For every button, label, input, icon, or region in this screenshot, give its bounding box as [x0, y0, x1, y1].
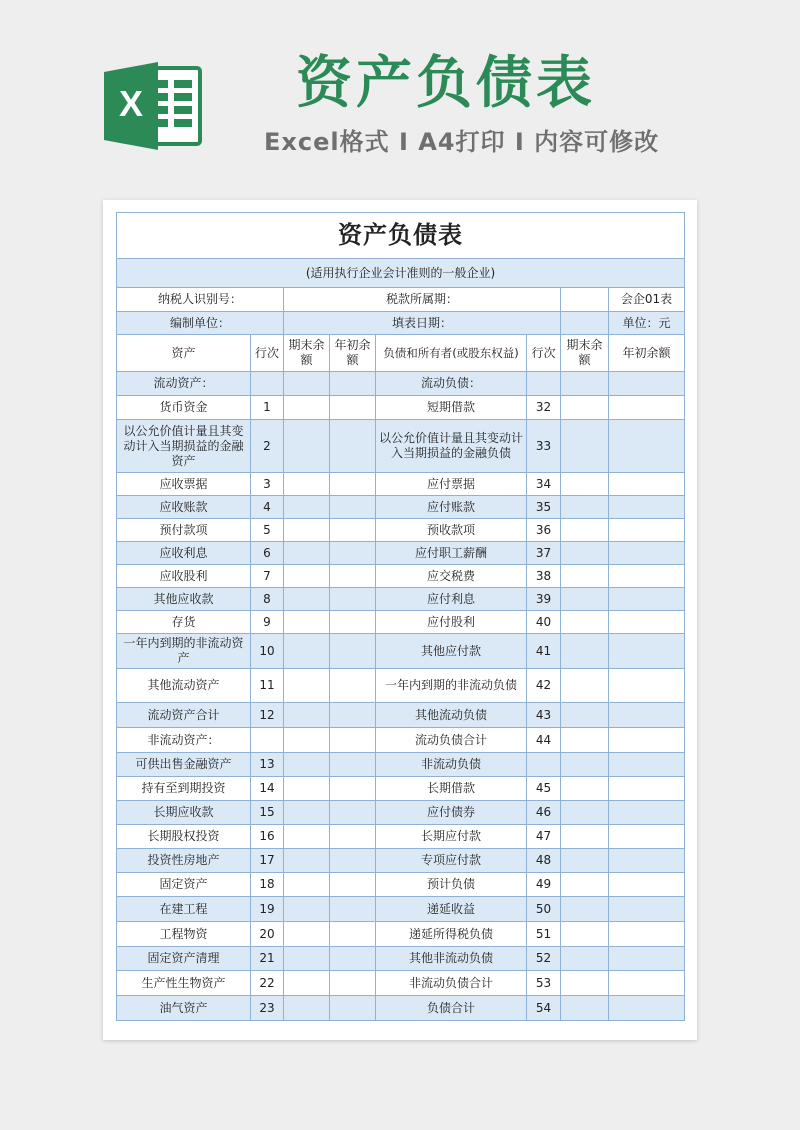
asset-name: 可供出售金融资产: [117, 753, 251, 777]
liability-begin-balance[interactable]: [609, 971, 685, 996]
liability-name: 长期应付款: [376, 825, 527, 849]
liability-end-balance[interactable]: [561, 947, 609, 971]
asset-name: 流动资产合计: [117, 703, 251, 728]
header-row-no: 行次: [251, 335, 284, 372]
liability-begin-balance[interactable]: [609, 565, 685, 588]
table-row: [117, 565, 685, 588]
asset-end-balance[interactable]: [284, 703, 330, 728]
asset-name: 油气资产: [117, 996, 251, 1021]
asset-end-balance[interactable]: [284, 922, 330, 947]
liability-row-no: [527, 372, 561, 396]
liability-name: 预收款项: [376, 519, 527, 542]
asset-begin-balance[interactable]: [330, 777, 376, 801]
compiler-label: 编制单位：: [117, 312, 284, 335]
tax-period-label: 税款所属期：: [284, 288, 561, 312]
asset-end-balance[interactable]: [284, 396, 330, 420]
excel-logo-icon: [100, 60, 204, 152]
liability-row-no: 46: [527, 801, 561, 825]
table-row: [117, 420, 685, 473]
asset-end-balance[interactable]: [284, 753, 330, 777]
liability-name: 负债合计: [376, 996, 527, 1021]
table-row: [117, 897, 685, 922]
asset-row-no: 19: [251, 897, 284, 922]
asset-end-balance[interactable]: [284, 634, 330, 669]
asset-name: 长期应收款: [117, 801, 251, 825]
asset-row-no: [251, 372, 284, 396]
asset-begin-balance[interactable]: [330, 753, 376, 777]
liability-end-balance[interactable]: [561, 565, 609, 588]
asset-name: 其他应收款: [117, 588, 251, 611]
table-row: [117, 777, 685, 801]
banner-title: 资产负债表: [296, 51, 596, 116]
liability-end-balance[interactable]: [561, 971, 609, 996]
asset-row-no: 9: [251, 611, 284, 634]
table-row: [117, 611, 685, 634]
asset-end-balance[interactable]: [284, 669, 330, 703]
liability-end-balance[interactable]: [561, 473, 609, 496]
table-row: [117, 634, 685, 669]
liability-end-balance[interactable]: [561, 669, 609, 703]
table-row: [117, 669, 685, 703]
asset-begin-balance[interactable]: [330, 947, 376, 971]
liability-name: 预计负债: [376, 873, 527, 897]
liability-name: 非流动负债合计: [376, 971, 527, 996]
liability-end-balance[interactable]: [561, 897, 609, 922]
liability-name: 递延收益: [376, 897, 527, 922]
asset-row-no: 23: [251, 996, 284, 1021]
liability-end-balance[interactable]: [561, 753, 609, 777]
sheet-title: 资产负债表: [117, 213, 685, 259]
liability-end-balance[interactable]: [561, 922, 609, 947]
asset-name: 一年内到期的非流动资产: [117, 634, 251, 669]
liability-row-no: 53: [527, 971, 561, 996]
liability-begin-balance[interactable]: [609, 753, 685, 777]
asset-begin-balance[interactable]: [330, 728, 376, 753]
asset-row-no: 10: [251, 634, 284, 669]
table-row: [117, 996, 685, 1021]
table-row: [117, 588, 685, 611]
asset-name: 存货: [117, 611, 251, 634]
liability-name: 流动负债：: [376, 372, 527, 396]
asset-begin-balance[interactable]: [330, 372, 376, 396]
asset-begin-balance[interactable]: [330, 825, 376, 849]
liability-begin-balance[interactable]: [609, 873, 685, 897]
asset-row-no: 8: [251, 588, 284, 611]
asset-name: 应收票据: [117, 473, 251, 496]
sheet-note: (适用执行企业会计准则的一般企业): [117, 259, 685, 288]
asset-row-no: 22: [251, 971, 284, 996]
asset-end-balance[interactable]: [284, 728, 330, 753]
asset-begin-balance[interactable]: [330, 922, 376, 947]
liability-end-balance[interactable]: [561, 873, 609, 897]
liability-begin-balance[interactable]: [609, 372, 685, 396]
liability-begin-balance[interactable]: [609, 777, 685, 801]
liability-end-balance[interactable]: [561, 611, 609, 634]
header-end-balance-2: 期末余额: [561, 335, 609, 372]
asset-name: 预付款项: [117, 519, 251, 542]
asset-row-no: 1: [251, 396, 284, 420]
asset-end-balance[interactable]: [284, 947, 330, 971]
liability-begin-balance[interactable]: [609, 849, 685, 873]
asset-begin-balance[interactable]: [330, 996, 376, 1021]
liability-row-no: 39: [527, 588, 561, 611]
asset-name: 固定资产清理: [117, 947, 251, 971]
liability-row-no: 48: [527, 849, 561, 873]
liability-begin-balance[interactable]: [609, 825, 685, 849]
liability-row-no: 33: [527, 420, 561, 473]
liability-begin-balance[interactable]: [609, 897, 685, 922]
asset-end-balance[interactable]: [284, 849, 330, 873]
liability-begin-balance[interactable]: [609, 703, 685, 728]
asset-row-no: 2: [251, 420, 284, 473]
asset-end-balance[interactable]: [284, 565, 330, 588]
asset-begin-balance[interactable]: [330, 396, 376, 420]
asset-name: 在建工程: [117, 897, 251, 922]
asset-name: 工程物资: [117, 922, 251, 947]
table-row: [117, 825, 685, 849]
liability-name: 递延所得税负债: [376, 922, 527, 947]
asset-row-no: 21: [251, 947, 284, 971]
asset-end-balance[interactable]: [284, 519, 330, 542]
asset-name: 固定资产: [117, 873, 251, 897]
asset-end-balance[interactable]: [284, 496, 330, 519]
asset-name: 货币资金: [117, 396, 251, 420]
liability-row-no: 42: [527, 669, 561, 703]
asset-begin-balance[interactable]: [330, 849, 376, 873]
asset-begin-balance[interactable]: [330, 873, 376, 897]
table-row: [117, 849, 685, 873]
asset-begin-balance[interactable]: [330, 611, 376, 634]
table-row: [117, 519, 685, 542]
asset-row-no: [251, 728, 284, 753]
liability-end-balance[interactable]: [561, 519, 609, 542]
asset-end-balance[interactable]: [284, 897, 330, 922]
liability-name: 应付利息: [376, 588, 527, 611]
asset-row-no: 18: [251, 873, 284, 897]
liability-end-balance[interactable]: [561, 634, 609, 669]
liability-begin-balance[interactable]: [609, 542, 685, 565]
liability-name: 应付债券: [376, 801, 527, 825]
header-begin-balance-2: 年初余额: [609, 335, 685, 372]
table-row: [117, 473, 685, 496]
liability-begin-balance[interactable]: [609, 947, 685, 971]
asset-end-balance[interactable]: [284, 971, 330, 996]
table-row: [117, 971, 685, 996]
banner-subtitle: Excel格式 I A4打印 I 内容可修改: [264, 128, 660, 156]
asset-row-no: 20: [251, 922, 284, 947]
liability-name: 应付职工薪酬: [376, 542, 527, 565]
liability-name: 长期借款: [376, 777, 527, 801]
liability-name: 应交税费: [376, 565, 527, 588]
asset-begin-balance[interactable]: [330, 519, 376, 542]
liability-begin-balance[interactable]: [609, 588, 685, 611]
asset-row-no: 5: [251, 519, 284, 542]
asset-end-balance[interactable]: [284, 611, 330, 634]
table-row: [117, 542, 685, 565]
header-begin-balance: 年初余额: [330, 335, 376, 372]
liability-name: 以公允价值计量且其变动计入当期损益的金融负债: [376, 420, 527, 473]
header-liability: 负债和所有者(或股东权益): [376, 335, 527, 372]
asset-begin-balance[interactable]: [330, 542, 376, 565]
balance-sheet-table: [116, 212, 685, 1021]
liability-name: 其他应付款: [376, 634, 527, 669]
asset-row-no: 15: [251, 801, 284, 825]
liability-end-balance[interactable]: [561, 849, 609, 873]
liability-begin-balance[interactable]: [609, 420, 685, 473]
asset-begin-balance[interactable]: [330, 634, 376, 669]
asset-end-balance[interactable]: [284, 473, 330, 496]
blank-cell[interactable]: [561, 312, 609, 335]
liability-begin-balance[interactable]: [609, 669, 685, 703]
asset-row-no: 12: [251, 703, 284, 728]
asset-row-no: 16: [251, 825, 284, 849]
liability-row-no: 52: [527, 947, 561, 971]
unit-label: 单位：元: [609, 312, 685, 335]
liability-row-no: 32: [527, 396, 561, 420]
liability-row-no: 45: [527, 777, 561, 801]
liability-row-no: 40: [527, 611, 561, 634]
asset-name: 应收股利: [117, 565, 251, 588]
asset-row-no: 14: [251, 777, 284, 801]
header-end-balance: 期末余额: [284, 335, 330, 372]
liability-name: 专项应付款: [376, 849, 527, 873]
asset-row-no: 17: [251, 849, 284, 873]
asset-end-balance[interactable]: [284, 873, 330, 897]
asset-row-no: 11: [251, 669, 284, 703]
asset-end-balance[interactable]: [284, 588, 330, 611]
asset-name: 非流动资产：: [117, 728, 251, 753]
asset-end-balance[interactable]: [284, 372, 330, 396]
asset-name: 持有至到期投资: [117, 777, 251, 801]
asset-name: 流动资产：: [117, 372, 251, 396]
liability-end-balance[interactable]: [561, 420, 609, 473]
liability-name: 一年内到期的非流动负债: [376, 669, 527, 703]
liability-begin-balance[interactable]: [609, 519, 685, 542]
asset-row-no: 4: [251, 496, 284, 519]
asset-begin-balance[interactable]: [330, 588, 376, 611]
asset-row-no: 13: [251, 753, 284, 777]
liability-begin-balance[interactable]: [609, 728, 685, 753]
liability-name: 应付股利: [376, 611, 527, 634]
liability-row-no: 47: [527, 825, 561, 849]
asset-begin-balance[interactable]: [330, 496, 376, 519]
liability-row-no: 37: [527, 542, 561, 565]
liability-end-balance[interactable]: [561, 496, 609, 519]
asset-name: 其他流动资产: [117, 669, 251, 703]
asset-name: 投资性房地产: [117, 849, 251, 873]
table-row: [117, 396, 685, 420]
table-row: [117, 922, 685, 947]
asset-begin-balance[interactable]: [330, 801, 376, 825]
asset-end-balance[interactable]: [284, 825, 330, 849]
blank-cell[interactable]: [561, 288, 609, 312]
liability-begin-balance[interactable]: [609, 801, 685, 825]
asset-row-no: 3: [251, 473, 284, 496]
asset-name: 生产性生物资产: [117, 971, 251, 996]
liability-name: 其他流动负债: [376, 703, 527, 728]
liability-row-no: 36: [527, 519, 561, 542]
table-row: [117, 703, 685, 728]
liability-row-no: [527, 753, 561, 777]
liability-begin-balance[interactable]: [609, 496, 685, 519]
table-row: [117, 728, 685, 753]
header-asset: 资产: [117, 335, 251, 372]
table-row: [117, 753, 685, 777]
liability-row-no: 50: [527, 897, 561, 922]
logo-letter: X: [118, 83, 144, 124]
asset-begin-balance[interactable]: [330, 669, 376, 703]
liability-row-no: 41: [527, 634, 561, 669]
asset-row-no: 7: [251, 565, 284, 588]
liability-name: 应付票据: [376, 473, 527, 496]
date-label: 填表日期：: [284, 312, 561, 335]
liability-row-no: 49: [527, 873, 561, 897]
liability-end-balance[interactable]: [561, 777, 609, 801]
asset-row-no: 6: [251, 542, 284, 565]
liability-name: 其他非流动负债: [376, 947, 527, 971]
table-row: [117, 496, 685, 519]
asset-begin-balance[interactable]: [330, 565, 376, 588]
liability-begin-balance[interactable]: [609, 634, 685, 669]
liability-name: 流动负债合计: [376, 728, 527, 753]
asset-name: 应收账款: [117, 496, 251, 519]
liability-end-balance[interactable]: [561, 372, 609, 396]
liability-end-balance[interactable]: [561, 728, 609, 753]
liability-row-no: 34: [527, 473, 561, 496]
asset-begin-balance[interactable]: [330, 420, 376, 473]
liability-name: 非流动负债: [376, 753, 527, 777]
asset-begin-balance[interactable]: [330, 473, 376, 496]
liability-begin-balance[interactable]: [609, 611, 685, 634]
liability-end-balance[interactable]: [561, 825, 609, 849]
liability-row-no: 51: [527, 922, 561, 947]
asset-end-balance[interactable]: [284, 777, 330, 801]
taxpayer-id-label: 纳税人识别号：: [117, 288, 284, 312]
liability-end-balance[interactable]: [561, 588, 609, 611]
asset-end-balance[interactable]: [284, 420, 330, 473]
liability-begin-balance[interactable]: [609, 922, 685, 947]
asset-begin-balance[interactable]: [330, 703, 376, 728]
asset-name: 以公允价值计量且其变动计入当期损益的金融资产: [117, 420, 251, 473]
liability-begin-balance[interactable]: [609, 473, 685, 496]
asset-begin-balance[interactable]: [330, 971, 376, 996]
table-row: [117, 801, 685, 825]
liability-row-no: 35: [527, 496, 561, 519]
header-row-no-2: 行次: [527, 335, 561, 372]
form-code: 会企01表: [609, 288, 685, 312]
asset-end-balance[interactable]: [284, 996, 330, 1021]
liability-end-balance[interactable]: [561, 542, 609, 565]
asset-name: 应收利息: [117, 542, 251, 565]
liability-begin-balance[interactable]: [609, 396, 685, 420]
liability-row-no: 54: [527, 996, 561, 1021]
liability-end-balance[interactable]: [561, 396, 609, 420]
liability-begin-balance[interactable]: [609, 996, 685, 1021]
liability-name: 短期借款: [376, 396, 527, 420]
table-row: [117, 873, 685, 897]
liability-row-no: 38: [527, 565, 561, 588]
table-row: [117, 947, 685, 971]
liability-name: 应付账款: [376, 496, 527, 519]
asset-end-balance[interactable]: [284, 542, 330, 565]
table-row: [117, 372, 685, 396]
asset-name: 长期股权投资: [117, 825, 251, 849]
liability-row-no: 44: [527, 728, 561, 753]
liability-end-balance[interactable]: [561, 801, 609, 825]
asset-end-balance[interactable]: [284, 801, 330, 825]
liability-end-balance[interactable]: [561, 996, 609, 1021]
liability-end-balance[interactable]: [561, 703, 609, 728]
asset-begin-balance[interactable]: [330, 897, 376, 922]
liability-row-no: 43: [527, 703, 561, 728]
